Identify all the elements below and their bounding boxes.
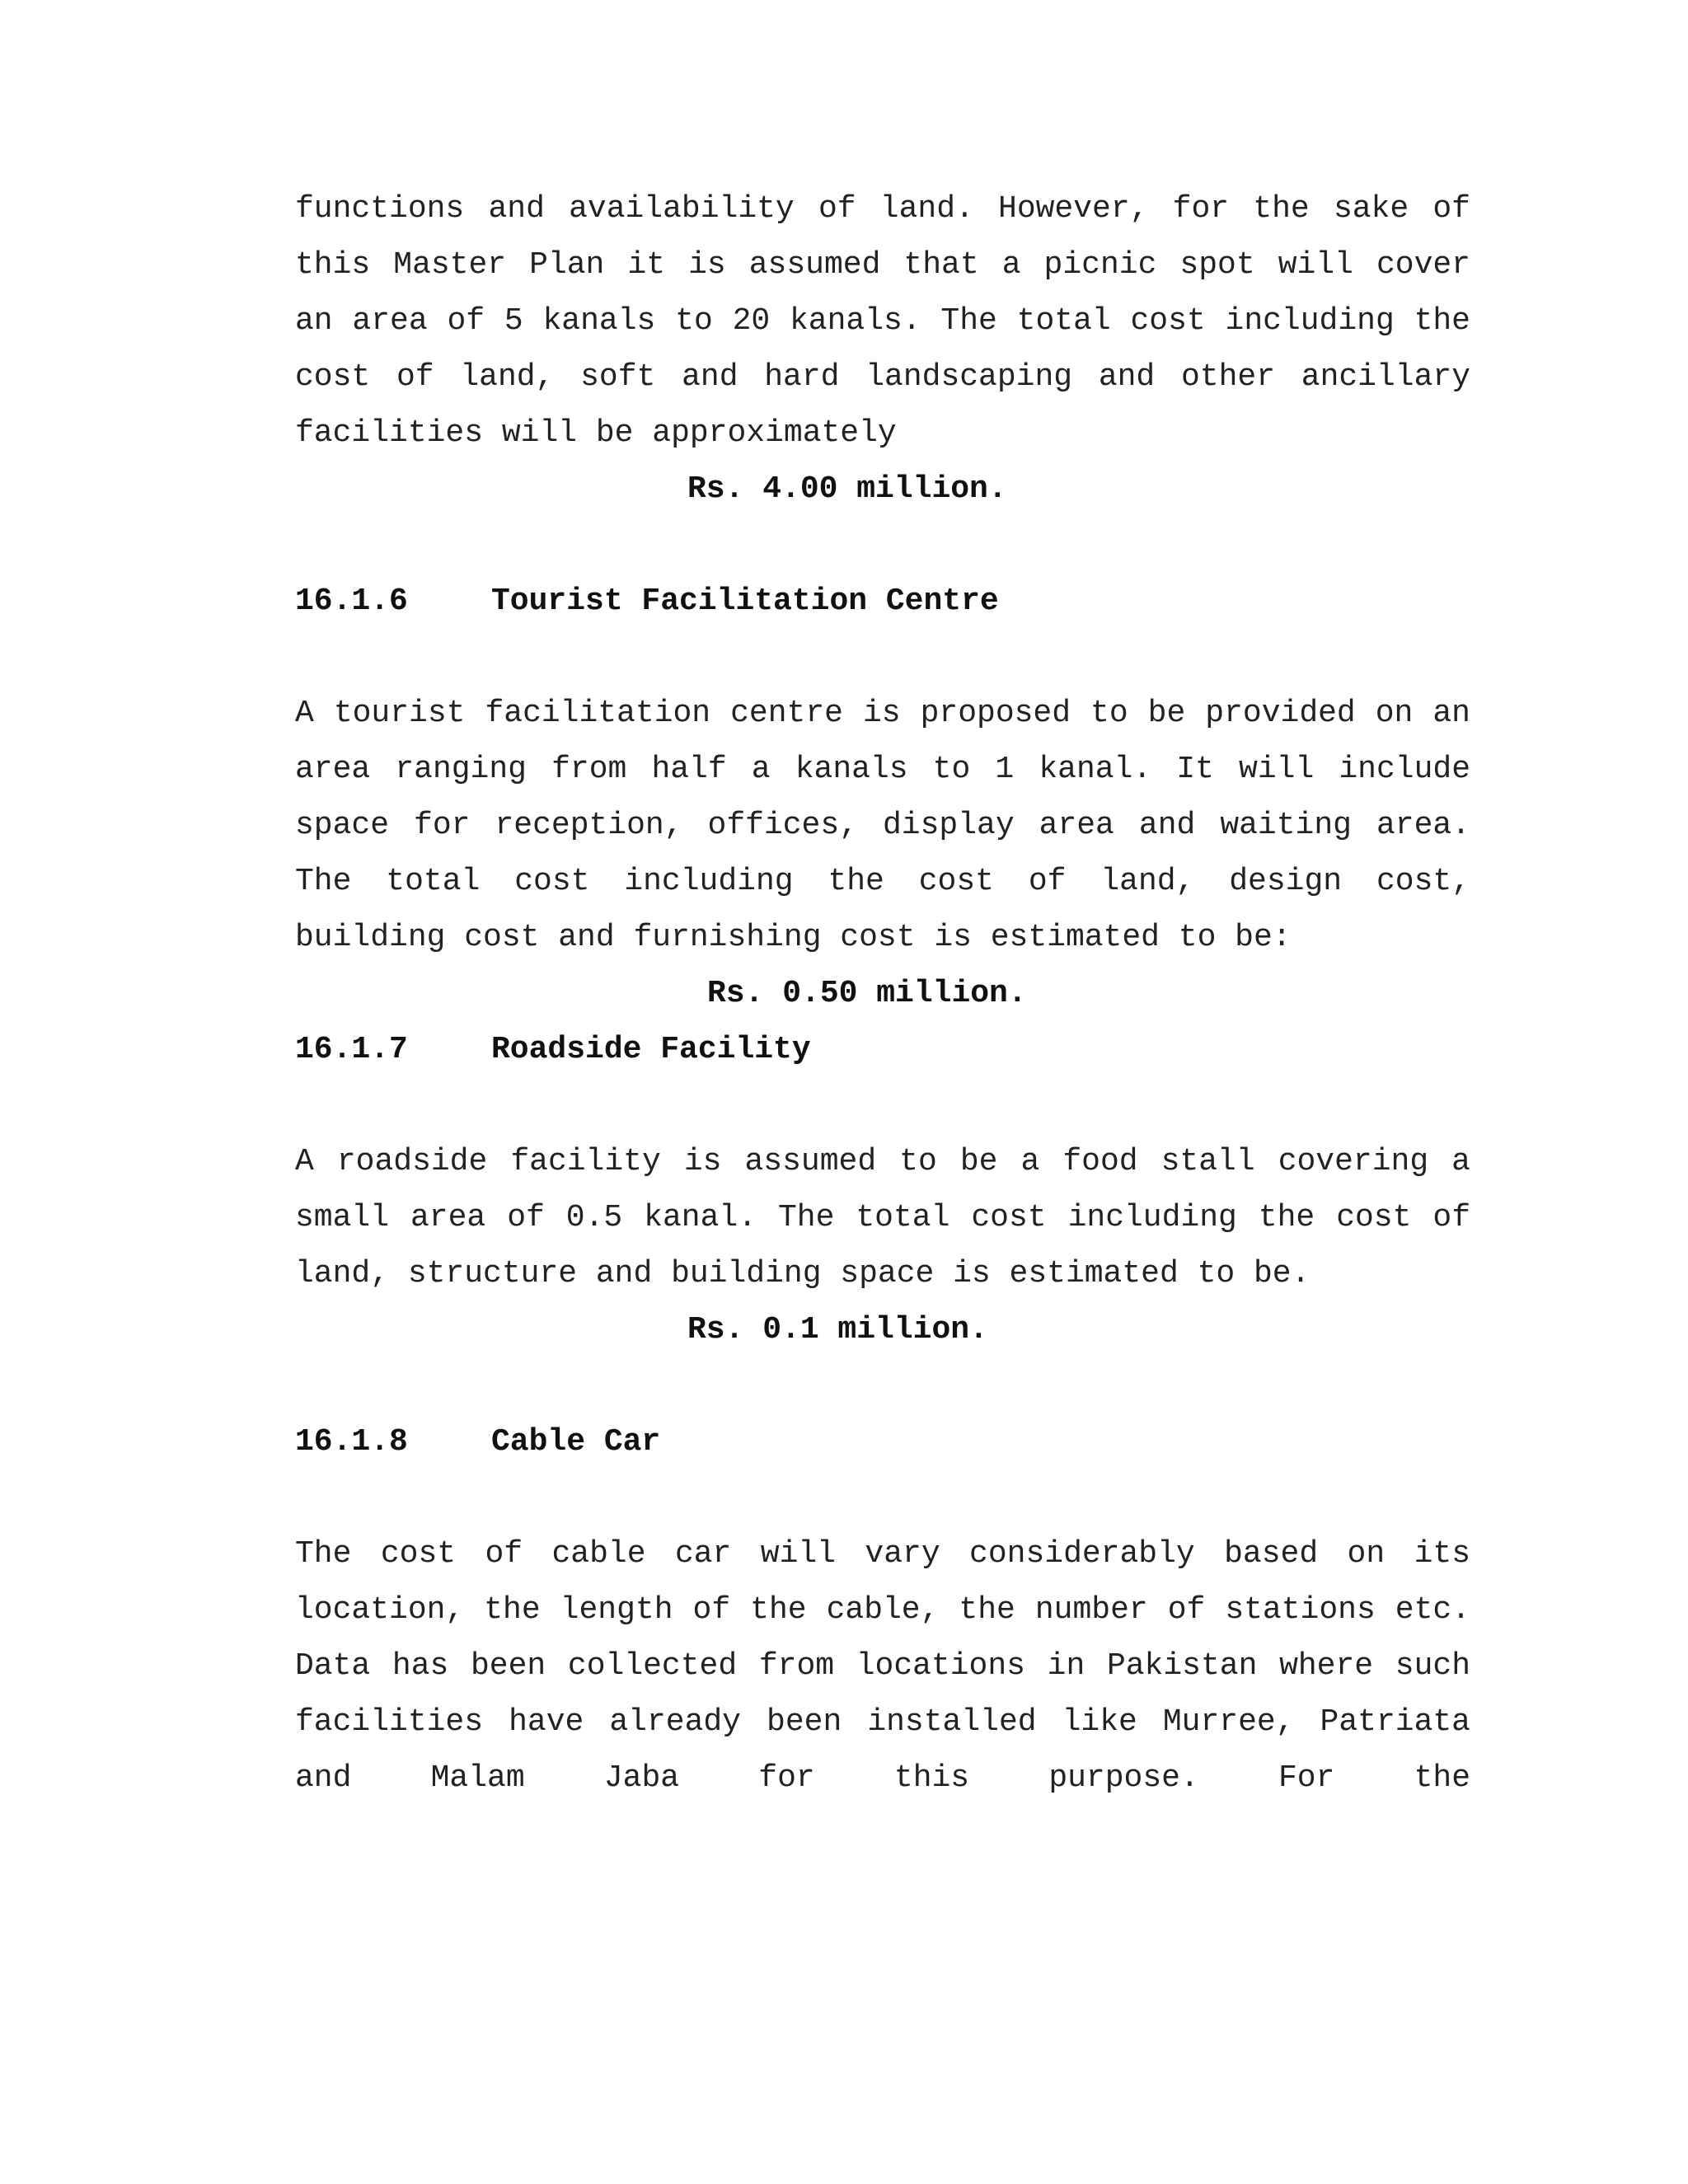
cost-roadside-facility: Rs. 0.1 million. xyxy=(687,1312,988,1347)
section-title: Tourist Facilitation Centre xyxy=(491,583,999,619)
document-page xyxy=(295,181,1470,1807)
section-number: 16.1.8 xyxy=(295,1424,408,1460)
cost-tourist-centre: Rs. 0.50 million. xyxy=(707,976,1027,1011)
cost-picnic-spot: Rs. 4.00 million. xyxy=(687,471,1007,507)
section-number: 16.1.6 xyxy=(295,583,408,619)
section-heading-16-1-7 xyxy=(295,1022,1470,1078)
paragraph-roadside-facility: A roadside facility is assumed to be a food stall covering a small area of 0.5 kanal. The total cost including the cost of land, structure and building space is estimated to be. xyxy=(295,1144,1470,1291)
paragraph-cable-car: The cost of cable car will vary considerably based on its location, the length of the cable, the number of stations etc. Data has been collected from locations in Pakistan where such facilities have already been installed like Murree, Patriata and Malam Jaba for this purpose. For the xyxy=(295,1536,1470,1796)
paragraph-tourist-centre: A tourist facilitation centre is proposed to be provided on an area ranging from half a kanals to 1 kanal. It will include space for reception, offices, display area and waiting area. The total cost including the cost of land, design cost, building cost and furnishing cost is estimated to be: xyxy=(295,696,1470,955)
section-title: Cable Car xyxy=(491,1424,661,1460)
section-number: 16.1.7 xyxy=(295,1032,408,1067)
paragraph-picnic-spot: functions and availability of land. However, for the sake of this Master Plan it is assumed that a picnic spot will cover an area of 5 kanals to 20 kanals. The total cost including the cost of land, soft and hard landscaping and other ancillary facilities will be approximately xyxy=(295,191,1470,451)
section-heading-16-1-6 xyxy=(295,574,1470,630)
section-heading-16-1-8 xyxy=(295,1414,1470,1470)
section-title: Roadside Facility xyxy=(491,1032,811,1067)
